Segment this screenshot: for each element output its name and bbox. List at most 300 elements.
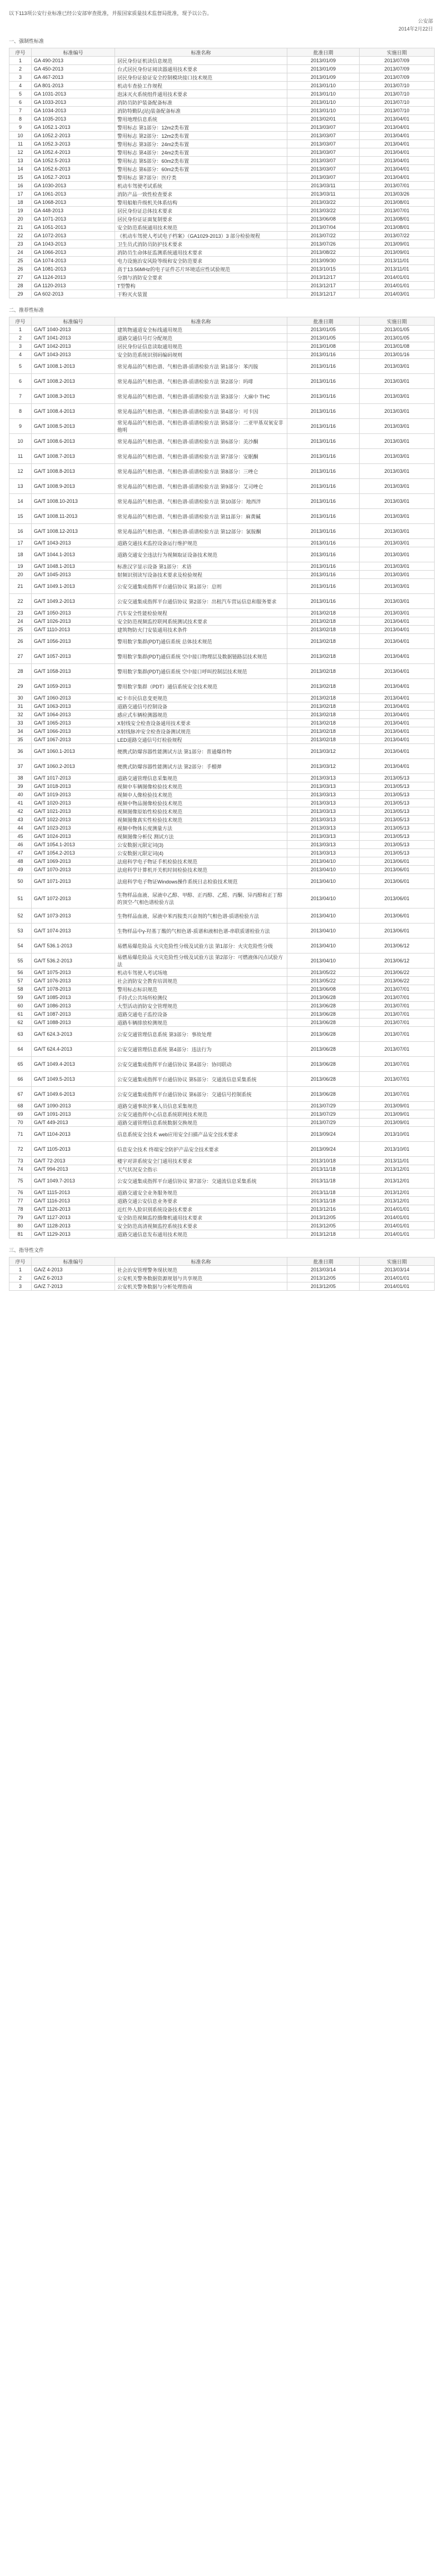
row-name: 常见毒品的气相色谱、气相色谱-质谱检验方法 第11部分：麻黄碱 <box>115 509 287 524</box>
row-approve-date: 2013/06/28 <box>287 1087 360 1102</box>
row-implement-date: 2013/07/01 <box>360 985 435 994</box>
row-seq: 21 <box>9 223 32 232</box>
row-implement-date: 2013/03/01 <box>360 494 435 509</box>
table-row <box>9 923 435 938</box>
row-code: GA/T 1071-2013 <box>32 874 115 889</box>
row-code: GA 1052.7-2013 <box>32 173 115 182</box>
row-name: 消防员生命体征监测系统通用技术要求 <box>115 248 287 257</box>
row-code: GA/T 449-2013 <box>32 1119 115 1127</box>
table-row <box>9 1222 435 1230</box>
row-approve-date: 2013/12/16 <box>287 1205 360 1214</box>
table-row <box>9 719 435 727</box>
row-code: GA/T 1078-2013 <box>32 985 115 994</box>
row-seq: 43 <box>9 816 32 824</box>
row-implement-date: 2013/03/01 <box>360 449 435 464</box>
row-implement-date: 2013/09/01 <box>360 248 435 257</box>
row-code: GA 1120-2013 <box>32 282 115 290</box>
row-name: 易燃易爆危险品 火灾危险性分级及试验方法 第1部分：火灾危险性分级 <box>115 938 287 953</box>
row-approve-date: 2013/03/13 <box>287 841 360 849</box>
row-name: 《机动车驾驶人考试电子档案》（GA1029-2013）3 部分检验规程 <box>115 232 287 240</box>
row-implement-date: 2013/04/01 <box>360 649 435 664</box>
row-seq: 3 <box>9 1282 32 1291</box>
row-seq: 22 <box>9 232 32 240</box>
row-code: GA/T 1116-2013 <box>32 1197 115 1205</box>
table-row <box>9 1197 435 1205</box>
row-implement-date: 2013/11/01 <box>360 265 435 273</box>
row-name: 公安交通集成指挥平台通信协议 第6部分：交通信号控制系统 <box>115 1087 287 1102</box>
row-approve-date: 2013/01/08 <box>287 342 360 351</box>
row-seq: 22 <box>9 594 32 609</box>
row-approve-date: 2013/12/17 <box>287 273 360 282</box>
row-approve-date: 2013/01/16 <box>287 449 360 464</box>
col-header-seq: 序号 <box>9 48 32 57</box>
row-implement-date: 2013/05/13 <box>360 849 435 857</box>
col-header-implement: 实施日期 <box>360 317 435 326</box>
row-code: GA/T 1067-2013 <box>32 736 115 744</box>
row-code: GA/T 1008.12-2013 <box>32 524 115 539</box>
table-row <box>9 140 435 148</box>
row-name: 法庭科学计算机开关机时间检验技术规范 <box>115 866 287 874</box>
row-approve-date: 2013/04/10 <box>287 908 360 923</box>
row-seq: 28 <box>9 282 32 290</box>
row-approve-date: 2013/08/22 <box>287 248 360 257</box>
row-name: 便携式防爆容器性能测试方法 第1部分：普通爆炸物 <box>115 744 287 759</box>
col-header-seq: 序号 <box>9 1257 32 1266</box>
row-code: GA/T 1008.1-2013 <box>32 359 115 374</box>
row-approve-date: 2013/04/10 <box>287 953 360 969</box>
section-spacer <box>0 1291 443 1294</box>
row-seq: 25 <box>9 257 32 265</box>
row-seq: 37 <box>9 759 32 774</box>
table-row <box>9 1142 435 1157</box>
row-seq: 40 <box>9 791 32 799</box>
row-code: GA/T 1049.7-2013 <box>32 1174 115 1189</box>
row-seq: 18 <box>9 547 32 562</box>
row-approve-date: 2013/05/22 <box>287 969 360 977</box>
row-name: 道路交通管理信息系统数据交换规范 <box>115 1119 287 1127</box>
row-code: GA/Z 4-2013 <box>32 1266 115 1274</box>
row-code: GA/T 1019-2013 <box>32 791 115 799</box>
table-row <box>9 359 435 374</box>
row-code: GA/T 1008.5-2013 <box>32 419 115 434</box>
row-seq: 73 <box>9 1157 32 1165</box>
row-implement-date: 2014/01/01 <box>360 1282 435 1291</box>
row-code: GA 1081-2013 <box>32 265 115 273</box>
row-implement-date: 2013/09/01 <box>360 1102 435 1110</box>
row-code: GA/T 1008.4-2013 <box>32 404 115 419</box>
row-approve-date: 2013/11/18 <box>287 1189 360 1197</box>
table-row <box>9 223 435 232</box>
row-implement-date: 2013/05/13 <box>360 791 435 799</box>
row-code: GA/T 1060.2-2013 <box>32 759 115 774</box>
row-implement-date: 2013/06/01 <box>360 874 435 889</box>
row-code: GA/T 1076-2013 <box>32 977 115 985</box>
row-approve-date: 2013/04/10 <box>287 938 360 953</box>
row-code: GA/T 1104-2013 <box>32 1127 115 1142</box>
row-seq: 23 <box>9 240 32 248</box>
row-code: GA/T 1042-2013 <box>32 342 115 351</box>
row-code: GA 1035-2013 <box>32 115 115 123</box>
table-row <box>9 190 435 198</box>
row-name: 安全防范系统识别码编码规则 <box>115 351 287 359</box>
row-name: 常见毒品的气相色谱、气相色谱-质谱检验方法 第9部分：艾司唑仑 <box>115 479 287 494</box>
row-implement-date: 2013/08/01 <box>360 223 435 232</box>
row-implement-date: 2014/01/01 <box>360 273 435 282</box>
row-code: GA/T 1048.1-2013 <box>32 562 115 571</box>
row-code: GA/T 1049.1-2013 <box>32 579 115 594</box>
row-implement-date: 2013/03/01 <box>360 579 435 594</box>
row-implement-date: 2013/04/01 <box>360 140 435 148</box>
row-code: GA 1068-2013 <box>32 198 115 207</box>
table-row <box>9 282 435 290</box>
row-code: GA/T 1070-2013 <box>32 866 115 874</box>
table-row <box>9 1127 435 1142</box>
row-approve-date: 2013/03/13 <box>287 799 360 807</box>
row-approve-date: 2013/04/10 <box>287 889 360 908</box>
row-name: 警用标志 第2部分：12m2类布置 <box>115 132 287 140</box>
row-approve-date: 2013/06/28 <box>287 1002 360 1010</box>
table-row <box>9 1230 435 1239</box>
row-seq: 12 <box>9 148 32 157</box>
row-seq: 65 <box>9 1057 32 1072</box>
row-seq: 23 <box>9 609 32 617</box>
col-header-code: 标准编号 <box>32 1257 115 1266</box>
row-code: GA/T 1110-2013 <box>32 626 115 634</box>
table-row <box>9 1274 435 1282</box>
row-implement-date: 2013/03/01 <box>360 547 435 562</box>
row-approve-date: 2013/12/17 <box>287 290 360 298</box>
row-implement-date: 2013/05/13 <box>360 816 435 824</box>
row-implement-date: 2013/06/01 <box>360 923 435 938</box>
table-row <box>9 679 435 694</box>
row-implement-date: 2013/04/01 <box>360 679 435 694</box>
row-code: GA/T 1066-2013 <box>32 727 115 736</box>
table-row <box>9 759 435 774</box>
row-code: GA 1031-2013 <box>32 90 115 98</box>
row-implement-date: 2013/04/01 <box>360 157 435 165</box>
row-approve-date: 2013/01/16 <box>287 404 360 419</box>
row-seq: 32 <box>9 711 32 719</box>
row-seq: 1 <box>9 57 32 65</box>
row-name: 信息安全技术 终端安全防护产品安全技术要求 <box>115 1142 287 1157</box>
row-name: 公安交通集成指挥平台通信协议 第4部分：协同联动 <box>115 1057 287 1072</box>
row-name: 射频识别读写设备技术要求及检验规程 <box>115 571 287 579</box>
row-seq: 25 <box>9 626 32 634</box>
row-code: GA/T 1060.1-2013 <box>32 744 115 759</box>
table-row <box>9 351 435 359</box>
row-name: 建筑物通道安全标线通用规范 <box>115 326 287 334</box>
table-row <box>9 273 435 282</box>
row-seq: 54 <box>9 938 32 953</box>
standards-table <box>9 317 435 1239</box>
row-code: GA/Z 7-2013 <box>32 1282 115 1291</box>
table-row <box>9 594 435 609</box>
row-seq: 16 <box>9 524 32 539</box>
row-implement-date: 2013/07/01 <box>360 1010 435 1019</box>
row-implement-date: 2013/08/01 <box>360 198 435 207</box>
table-row <box>9 148 435 157</box>
row-implement-date: 2013/09/01 <box>360 240 435 248</box>
row-seq: 70 <box>9 1119 32 1127</box>
row-name: IC卡市民信息变更规范 <box>115 694 287 702</box>
row-implement-date: 2013/01/16 <box>360 351 435 359</box>
row-implement-date: 2013/03/01 <box>360 464 435 479</box>
row-implement-date: 2014/01/01 <box>360 1222 435 1230</box>
row-name: 消防特勤队(站)装备配备标准 <box>115 107 287 115</box>
table-row <box>9 562 435 571</box>
row-seq: 49 <box>9 866 32 874</box>
row-seq: 53 <box>9 923 32 938</box>
row-approve-date: 2013/01/09 <box>287 65 360 73</box>
row-code: GA/T 1087-2013 <box>32 1010 115 1019</box>
row-name: T型警构 <box>115 282 287 290</box>
row-seq: 42 <box>9 807 32 816</box>
row-name: 电力设施治安风险等级和安全防范要求 <box>115 257 287 265</box>
section-title: 三、指导性文件 <box>9 1247 44 1253</box>
row-code: GA/T 1008.9-2013 <box>32 479 115 494</box>
row-name: 道路交通技术监控设备运行维护规范 <box>115 539 287 547</box>
row-name: 视频中人像检验技术规范 <box>115 791 287 799</box>
row-code: GA/T 1105-2013 <box>32 1142 115 1157</box>
row-seq: 81 <box>9 1230 32 1239</box>
row-code: GA/T 1085-2013 <box>32 994 115 1002</box>
row-code: GA/T 624.4-2013 <box>32 1042 115 1057</box>
row-code: GA/T 1054.2-2013 <box>32 849 115 857</box>
row-implement-date: 2013/06/22 <box>360 969 435 977</box>
table-row <box>9 1110 435 1119</box>
row-code: GA/T 536.1-2013 <box>32 938 115 953</box>
row-implement-date: 2013/04/01 <box>360 711 435 719</box>
row-approve-date: 2013/12/05 <box>287 1282 360 1291</box>
row-implement-date: 2013/03/01 <box>360 539 435 547</box>
table-row <box>9 1157 435 1165</box>
row-code: GA 1030-2013 <box>32 182 115 190</box>
row-code: GA/Z 6-2013 <box>32 1274 115 1282</box>
row-approve-date: 2013/03/14 <box>287 1266 360 1274</box>
row-seq: 69 <box>9 1110 32 1119</box>
row-code: GA/T 1054.1-2013 <box>32 841 115 849</box>
row-seq: 4 <box>9 351 32 359</box>
row-approve-date: 2013/01/16 <box>287 389 360 404</box>
row-implement-date: 2013/04/01 <box>360 634 435 649</box>
row-implement-date: 2013/04/01 <box>360 123 435 132</box>
row-seq: 26 <box>9 634 32 649</box>
row-name: 生物样品血液、尿液中苯丙胺类兴奋剂的气相色谱-质谱检验方法 <box>115 908 287 923</box>
row-implement-date: 2013/06/01 <box>360 889 435 908</box>
row-seq: 6 <box>9 98 32 107</box>
author: 公安部 <box>417 18 433 24</box>
row-code: GA 1052.4-2013 <box>32 148 115 157</box>
row-approve-date: 2013/03/07 <box>287 157 360 165</box>
row-implement-date: 2013/04/01 <box>360 617 435 626</box>
row-name: 常见毒品的气相色谱、气相色谱-质谱检验方法 第2部分：吗啡 <box>115 374 287 389</box>
row-name: 公安数据元限定词(4) <box>115 849 287 857</box>
table-row <box>9 866 435 874</box>
row-approve-date: 2013/02/18 <box>287 694 360 702</box>
row-code: GA 1066-2013 <box>32 248 115 257</box>
table-row <box>9 132 435 140</box>
row-code: GA/T 72-2013 <box>32 1157 115 1165</box>
row-code: GA/T 1091-2013 <box>32 1110 115 1119</box>
row-code: GA/T 1126-2013 <box>32 1205 115 1214</box>
row-implement-date: 2013/12/01 <box>360 1174 435 1189</box>
row-implement-date: 2013/05/13 <box>360 824 435 832</box>
row-seq: 16 <box>9 182 32 190</box>
row-approve-date: 2013/02/18 <box>287 617 360 626</box>
table-row <box>9 824 435 832</box>
row-seq: 1 <box>9 326 32 334</box>
row-approve-date: 2013/02/18 <box>287 626 360 634</box>
table-row <box>9 1027 435 1042</box>
row-seq: 75 <box>9 1174 32 1189</box>
row-name: 便携式防爆容器性能测试方法 第2部分：手榴弹 <box>115 759 287 774</box>
row-name: 警用标志 第6部分：60m2类布置 <box>115 165 287 173</box>
row-code: GA 448-2013 <box>32 207 115 215</box>
row-seq: 26 <box>9 265 32 273</box>
row-code: GA/T 1088-2013 <box>32 1019 115 1027</box>
row-name: 消防产品一致性检查要求 <box>115 190 287 198</box>
row-code: GA/T 624.3-2013 <box>32 1027 115 1042</box>
row-code: GA/T 1008.10-2013 <box>32 494 115 509</box>
row-seq: 15 <box>9 173 32 182</box>
row-approve-date: 2013/03/22 <box>287 207 360 215</box>
row-code: GA 1052.5-2013 <box>32 157 115 165</box>
row-name: 汽车安全性能检验规程 <box>115 609 287 617</box>
row-implement-date: 2013/01/08 <box>360 342 435 351</box>
table-row <box>9 82 435 90</box>
row-implement-date: 2013/12/01 <box>360 1189 435 1197</box>
row-implement-date: 2013/06/22 <box>360 977 435 985</box>
row-name: 天气状况安全指示 <box>115 1165 287 1174</box>
row-code: GA 1052.3-2013 <box>32 140 115 148</box>
row-implement-date: 2013/04/01 <box>360 759 435 774</box>
table-row <box>9 1087 435 1102</box>
col-header-name: 标准名称 <box>115 1257 287 1266</box>
intro-text: 以下113项公安行业标准已经公安部审查批准，并报国家质量技术监督局批准，现予以公告。 <box>9 11 212 16</box>
table-row <box>9 807 435 816</box>
row-name: 社会消防安全教育培训规范 <box>115 977 287 985</box>
row-name: 易燃易爆危险品 火灾危险性分级及试验方法 第2部分：可燃液体闪点试验方法 <box>115 953 287 969</box>
row-name: 公安交通集成指挥平台通信协议 第5部分：交通流信息采集系统 <box>115 1072 287 1087</box>
row-seq: 9 <box>9 419 32 434</box>
row-approve-date: 2013/07/29 <box>287 1119 360 1127</box>
row-code: GA/T 1043-2013 <box>32 351 115 359</box>
row-approve-date: 2013/03/22 <box>287 198 360 207</box>
row-seq: 62 <box>9 1019 32 1027</box>
row-implement-date: 2013/03/01 <box>360 434 435 449</box>
row-name: 信息系统安全技术 web应用安全扫描产品安全技术要求 <box>115 1127 287 1142</box>
row-approve-date: 2013/03/07 <box>287 148 360 157</box>
row-seq: 76 <box>9 1189 32 1197</box>
row-code: GA 1061-2013 <box>32 190 115 198</box>
table-row <box>9 257 435 265</box>
row-code: GA/T 1056-2013 <box>32 634 115 649</box>
row-implement-date: 2013/09/01 <box>360 1119 435 1127</box>
row-approve-date: 2013/11/18 <box>287 1174 360 1189</box>
row-seq: 10 <box>9 132 32 140</box>
row-seq: 48 <box>9 857 32 866</box>
row-name: 道路交通事故涉案人员信息采集规范 <box>115 1102 287 1110</box>
row-seq: 19 <box>9 562 32 571</box>
row-implement-date: 2013/05/13 <box>360 782 435 791</box>
row-seq: 13 <box>9 479 32 494</box>
row-approve-date: 2013/12/17 <box>287 282 360 290</box>
row-approve-date: 2013/01/05 <box>287 334 360 342</box>
row-code: GA 1124-2013 <box>32 273 115 282</box>
row-name: 常见毒品的气相色谱、气相色谱-质谱检验方法 第5部分：二亚甲基双氧安非他明 <box>115 419 287 434</box>
row-name: 近红外人脸识别系统设备技术要求 <box>115 1205 287 1214</box>
row-seq: 2 <box>9 1274 32 1282</box>
row-code: GA/T 1065-2013 <box>32 719 115 727</box>
row-seq: 30 <box>9 694 32 702</box>
row-name: 机动车驾驶考试系统 <box>115 182 287 190</box>
row-seq: 1 <box>9 1266 32 1274</box>
row-code: GA/T 1057-2013 <box>32 649 115 664</box>
row-seq: 41 <box>9 799 32 807</box>
row-name: 法庭科学电子物证手机检验技术规范 <box>115 857 287 866</box>
row-code: GA 1051-2013 <box>32 223 115 232</box>
row-approve-date: 2013/02/18 <box>287 649 360 664</box>
row-name: 视频图像原始性检验技术规范 <box>115 807 287 816</box>
row-approve-date: 2013/10/18 <box>287 1157 360 1165</box>
col-header-approve: 批准日期 <box>287 1257 360 1266</box>
row-approve-date: 2013/03/13 <box>287 807 360 816</box>
row-name: 公安交通集成指挥平台通信协议 第7部分：交通流信息采集系统 <box>115 1174 287 1189</box>
row-code: GA/T 1127-2013 <box>32 1214 115 1222</box>
row-seq: 77 <box>9 1197 32 1205</box>
row-implement-date: 2013/12/01 <box>360 1197 435 1205</box>
row-approve-date: 2013/02/18 <box>287 711 360 719</box>
row-name: 道路交通管理信息采集规范 <box>115 774 287 782</box>
row-name: 警用地理信息系统 <box>115 115 287 123</box>
table-row <box>9 215 435 223</box>
table-row <box>9 664 435 679</box>
row-name: 公安交通管理信息系统 第3部分：事故处理 <box>115 1027 287 1042</box>
row-code: GA/T 1008.6-2013 <box>32 434 115 449</box>
row-approve-date: 2013/07/22 <box>287 232 360 240</box>
row-code: GA/T 1044.1-2013 <box>32 547 115 562</box>
row-implement-date: 2013/07/01 <box>360 1057 435 1072</box>
table-row <box>9 1072 435 1087</box>
row-name: 公安交通指挥中心信息系统联网技术规范 <box>115 1110 287 1119</box>
row-approve-date: 2013/01/10 <box>287 107 360 115</box>
table-row <box>9 1102 435 1110</box>
row-approve-date: 2013/03/13 <box>287 849 360 857</box>
row-seq: 19 <box>9 207 32 215</box>
row-name: 道路交通电子监控设备 <box>115 1010 287 1019</box>
row-approve-date: 2013/07/29 <box>287 1110 360 1119</box>
row-code: GA/T 1020-2013 <box>32 799 115 807</box>
row-name: 道路交通公安信息业务要求 <box>115 1197 287 1205</box>
row-code: GA/T 1045-2013 <box>32 571 115 579</box>
row-name: 警用标志标识规范 <box>115 985 287 994</box>
row-approve-date: 2013/01/16 <box>287 562 360 571</box>
row-implement-date: 2013/06/01 <box>360 857 435 866</box>
row-seq: 14 <box>9 165 32 173</box>
row-seq: 35 <box>9 736 32 744</box>
row-code: GA/T 1058-2013 <box>32 664 115 679</box>
table-row <box>9 782 435 791</box>
row-approve-date: 2013/02/18 <box>287 679 360 694</box>
table-row <box>9 1119 435 1127</box>
row-implement-date: 2013/03/01 <box>360 404 435 419</box>
row-code: GA/T 1017-2013 <box>32 774 115 782</box>
table-row <box>9 539 435 547</box>
publish-date: 2014年2月22日 <box>398 26 433 32</box>
standards-table <box>9 1257 435 1291</box>
row-name: 机动车驾驶人考试场地 <box>115 969 287 977</box>
row-approve-date: 2013/01/10 <box>287 90 360 98</box>
